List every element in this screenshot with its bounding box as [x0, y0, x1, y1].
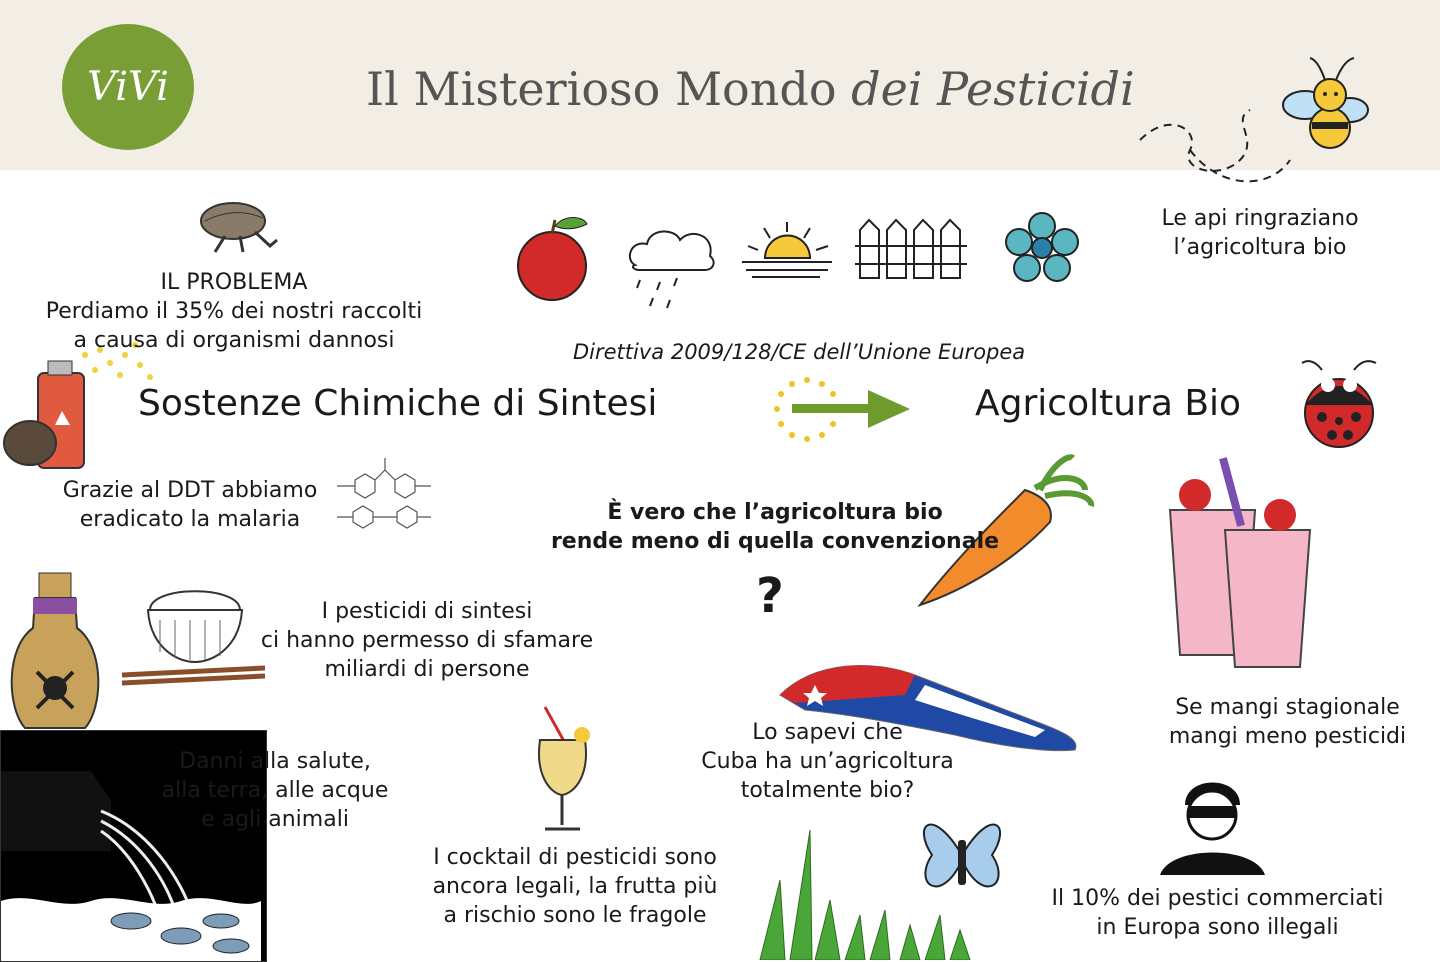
ddt-line2: eradicato la malaria [79, 507, 301, 532]
damage-line3: e agli animali [201, 807, 349, 832]
title-plain: Il Misterioso Mondo [366, 62, 852, 116]
butterfly-icon [912, 805, 1012, 910]
cuba-text [680, 718, 975, 805]
poison-bottle-icon [5, 568, 105, 736]
rain-cloud-icon [625, 220, 720, 310]
bee-icon [1130, 50, 1380, 200]
seasonal-line2: mangi meno pesticidi [1168, 724, 1407, 749]
seasonal-line1: Se mangi stagionale [1175, 695, 1400, 720]
problem-line2: a causa di organismi dannosi [73, 328, 395, 353]
ddt-text [40, 476, 340, 534]
damage-text [140, 747, 410, 834]
problem-text [23, 268, 445, 355]
logo-text: ViVi [87, 64, 169, 110]
question-line2: rende meno di quella convenzionale [550, 529, 1000, 554]
cuba-line2: Cuba ha un’agricoltura [701, 749, 954, 774]
cocktail-line2: ancora legali, la frutta più [432, 874, 718, 899]
question-mark: ? [756, 568, 784, 624]
ddt-line1: Grazie al DDT abbiamo [62, 478, 318, 503]
cocktail-line1: I cocktail di pesticidi sono [433, 845, 717, 870]
vivi-logo [62, 24, 194, 150]
illegal-text [1025, 884, 1410, 942]
fence-icon [855, 218, 975, 280]
yield-question [530, 498, 1020, 556]
apple-icon [505, 212, 600, 304]
directive-text: Direttiva 2009/128/CE dell’Unione Europea [573, 340, 1026, 364]
bees-line1: Le api ringraziano [1161, 206, 1359, 231]
damage-line1: Danni alla salute, [179, 749, 371, 774]
organic-agriculture-heading: Agricoltura Bio [975, 383, 1242, 424]
cuba-line1: Lo sapevi che [752, 720, 903, 745]
ladybug-icon [1292, 355, 1387, 450]
eu-arrow-icon [770, 372, 915, 447]
feed-line2: ci hanno permesso di sfamare [260, 628, 594, 653]
cocktail-line3: a rischio sono le fragole [443, 903, 707, 928]
damage-line2: alla terra, alle acque [161, 778, 389, 803]
cuba-line3: totalmente bio? [740, 778, 915, 803]
smoothie-icon [1160, 455, 1320, 670]
page-title [366, 62, 1135, 116]
feed-text [232, 597, 622, 684]
title-italic: dei Pesticidi [851, 62, 1135, 116]
question-line1: È vero che l’agricoltura bio [607, 500, 943, 525]
flower-icon [1005, 212, 1080, 282]
problem-line1: Perdiamo il 35% dei nostri raccolti [45, 299, 423, 324]
synthetic-chemicals-heading: Sostenze Chimiche di Sintesi [138, 383, 658, 424]
bees-text [1140, 204, 1380, 262]
thief-icon [1160, 770, 1265, 875]
cocktail-icon [520, 705, 605, 835]
cocktail-text [405, 843, 745, 930]
feed-line1: I pesticidi di sintesi [321, 599, 533, 624]
bees-line2: l’agricoltura bio [1173, 235, 1347, 260]
flea-icon [195, 196, 280, 256]
sunrise-icon [740, 220, 835, 280]
feed-line3: miliardi di persone [324, 657, 530, 682]
illegal-line1: Il 10% dei pestici commerciati [1051, 886, 1384, 911]
seasonal-text [1145, 693, 1430, 751]
problem-heading: IL PROBLEMA [160, 270, 308, 295]
illegal-line2: in Europa sono illegali [1096, 915, 1339, 940]
ddt-molecule-icon [335, 450, 435, 530]
